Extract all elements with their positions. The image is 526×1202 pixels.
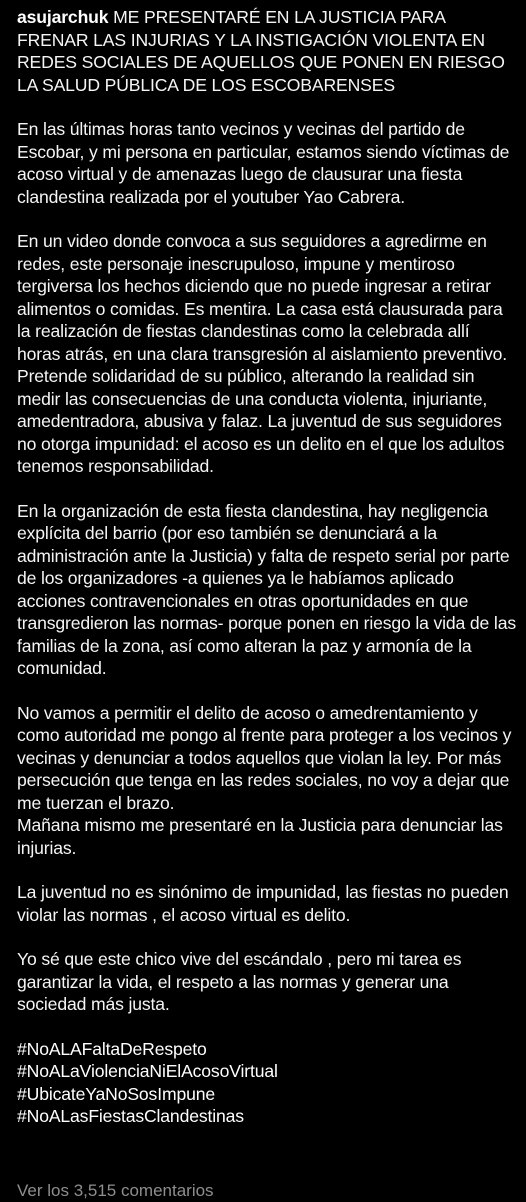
caption-paragraph-4: No vamos a permitir el delito de acoso o amedrentamiento y como autoridad me pongo al frente para proteger a los vecinos y vecinas y denunciar a todos aquellos que violan la ley. Por más persecución que tenga en las redes sociales, no voy a dejar que me tuerzan el brazo. Mañana mismo me presentaré en la Justicia para denunciar las injurias. xyxy=(17,702,512,858)
caption-paragraph-6: Yo sé que este chico vive del escándalo , pero mi tarea es garantizar la vida, el respeto a las normas y generar una sociedad más justa. xyxy=(17,949,462,1014)
username-link[interactable]: asujarchuk xyxy=(17,7,109,27)
hashtag-link[interactable]: #NoALasFiestasClandestinas xyxy=(17,1106,244,1126)
view-all-comments-link[interactable]: Ver los 3,515 comentarios xyxy=(17,1181,214,1200)
caption-paragraph-1: En las últimas horas tanto vecinos y vecinas del partido de Escobar, y mi persona en particular, estamos siendo víctimas de acoso virtual y de amenazas luego de clausurar una fiesta clandestina realizada por el youtuber Yao Cabrera. xyxy=(17,119,510,207)
post-caption xyxy=(17,6,517,1128)
hashtag-link[interactable]: #NoALAFaltaDeRespeto xyxy=(17,1038,207,1059)
hashtag-link[interactable]: #UbicateYaNoSosImpune xyxy=(17,1083,215,1104)
caption-paragraph-2: En un video donde convoca a sus seguidores a agredirme en redes, este personaje inescrupuloso, impune y mentiroso tergiversa los hechos diciendo que no puede ingresar a retirar alimentos o comidas. Es mentira. La casa está clausurada para la realización de fiestas clandestinas como la celebrada allí horas atrás, en una clara transgresión al aislamiento preventivo. Pretende solidaridad de su público, alterando la realidad sin medir las consecuencias de una conducta violenta, injuriante, amedentradora, abusiva y falaz. La juventud de sus seguidores no otorga impunidad: el acoso es un delito en el que los adultos tenemos responsabilidad. xyxy=(17,231,507,476)
caption-headline: ME PRESENTARÉ EN LA JUSTICIA PARA FRENAR LAS INJURIAS Y LA INSTIGACIÓN VIOLENTA EN REDES SOCIALES DE AQUELLOS QUE PONEN EN RIESGO LA SALUD PÚBLICA DE LOS ESCOBARENSES xyxy=(17,7,505,95)
caption-paragraph-5: La juventud no es sinónimo de impunidad, las fiestas no pueden violar las normas , el acoso virtual es delito. xyxy=(17,882,509,925)
hashtag-list xyxy=(17,1038,517,1128)
hashtag-link[interactable]: #NoALaViolenciaNiElAcosoVirtual xyxy=(17,1061,278,1081)
caption-headline-block xyxy=(17,6,517,96)
caption-paragraph-3: En la organización de esta fiesta clandestina, hay negligencia explícita del barrio (por eso también se denunciará a la administración ante la Justicia) y falta de respeto serial por parte de los organizadores -a quienes ya le habíamos aplicado acciones contravencionales en otras oportunidades en que transgredieron las normas- porque ponen en riesgo la vida de las familias de la zona, así como alteran la paz y armonía de la comunidad. xyxy=(17,500,516,678)
